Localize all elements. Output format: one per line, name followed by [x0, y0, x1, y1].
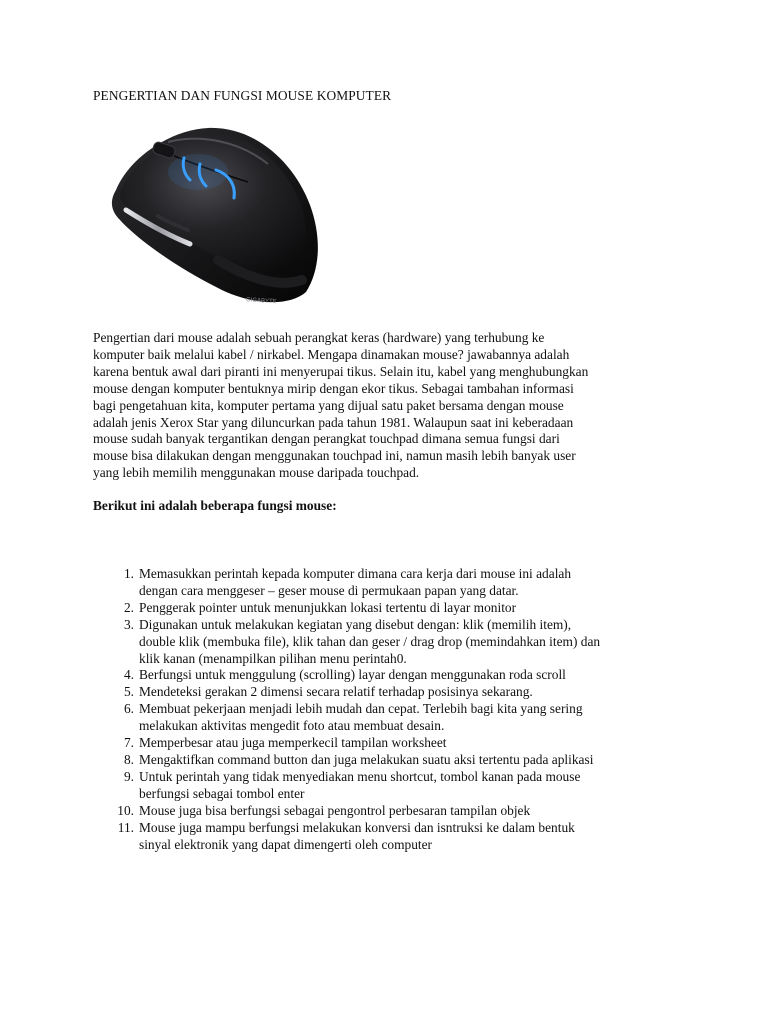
list-line: berfungsi sebagai tombol enter — [139, 785, 305, 801]
mouse-image — [98, 120, 328, 310]
paragraph-line: karena bentuk awal dari piranti ini menyerupai tikus. Selain itu, kabel yang menghubungkan — [93, 363, 589, 379]
paragraph-line: komputer baik melalui kabel / nirkabel. Mengapa dinamakan mouse? jawabannya adalah — [93, 346, 570, 362]
list-number: 3. — [123, 616, 134, 632]
functions-list — [93, 566, 713, 853]
paragraph-line: mouse bisa dilakukan dengan menggunakan touchpad ini, namun masih lebih banyak user — [93, 448, 576, 464]
list-line: sinyal elektronik yang dapat dimengerti oleh computer — [139, 836, 433, 852]
list-item — [93, 820, 713, 854]
paragraph-line: yang lebih memilih menggunakan mouse daripada touchpad. — [93, 465, 420, 481]
list-number: 8. — [123, 751, 134, 767]
list-line: Berfungsi untuk menggulung (scrolling) layar dengan menggunakan roda scroll — [139, 667, 566, 683]
list-item — [93, 566, 713, 600]
list-line: melakukan aktivitas mengedit foto atau membuat desain. — [139, 718, 445, 734]
paragraph-line: Pengertian dari mouse adalah sebuah perangkat keras (hardware) yang terhubung ke — [93, 330, 545, 345]
list-line: dengan cara menggeser – geser mouse di permukaan papan yang datar. — [139, 582, 519, 598]
list-line: Memasukkan perintah kepada komputer dimana cara kerja dari mouse ini adalah — [139, 566, 572, 581]
list-line: Memperbesar atau juga memperkecil tampilan worksheet — [139, 735, 447, 751]
list-line: Penggerak pointer untuk menunjukkan lokasi tertentu di layar monitor — [139, 599, 517, 615]
list-number: 9. — [123, 768, 134, 784]
list-line: double klik (membuka file), klik tahan dan geser / drag drop (memindahkan item) dan — [139, 633, 601, 649]
list-number: 6. — [123, 701, 134, 717]
paragraph-line: mouse sudah banyak tergantikan dengan perangkat touchpad dimana semua fungsi dari — [93, 431, 560, 447]
list-item — [93, 617, 713, 668]
list-number: 11. — [117, 819, 134, 835]
list-line: klik kanan (menampilkan pilihan menu perintah0. — [139, 650, 407, 666]
list-item — [93, 701, 713, 735]
list-number: 2. — [123, 599, 134, 615]
paragraph-line: bagi pengetahuan kita, komputer pertama yang dijual satu paket bersama dengan mouse — [93, 397, 564, 413]
list-item — [93, 803, 713, 820]
functions-subheading: Berikut ini adalah beberapa fungsi mouse: — [93, 498, 337, 513]
list-item — [93, 752, 713, 769]
list-item — [93, 684, 713, 701]
list-item — [93, 769, 713, 803]
paragraph-line: adalah jenis Xerox Star yang diluncurkan pada tahun 1981. Walaupun saat ini keberadaan — [93, 414, 574, 430]
list-number: 4. — [123, 667, 134, 683]
list-number: 1. — [123, 566, 134, 581]
paragraph-line: mouse dengan komputer bentuknya mirip dengan ekor tikus. Sebagai tambahan informasi — [93, 380, 574, 396]
list-line: Mendeteksi gerakan 2 dimensi secara relatif terhadap posisinya sekarang. — [139, 684, 533, 700]
document-title: PENGERTIAN DAN FUNGSI MOUSE KOMPUTER — [93, 88, 392, 103]
list-line: Mengaktifkan command button dan juga melakukan suatu aksi tertentu pada aplikasi — [139, 751, 594, 767]
list-number: 10. — [117, 802, 134, 818]
list-number: 7. — [123, 735, 134, 751]
list-item — [93, 600, 713, 617]
list-item — [93, 667, 713, 684]
list-line: Membuat pekerjaan menjadi lebih mudah dan cepat. Terlebih bagi kita yang sering — [139, 701, 583, 717]
brand-label: GIGABYTE — [245, 297, 277, 306]
list-line: Untuk perintah yang tidak menyediakan menu shortcut, tombol kanan pada mouse — [139, 768, 581, 784]
list-line: Mouse juga mampu berfungsi melakukan konversi dan isntruksi ke dalam bentuk — [139, 819, 575, 835]
list-line: Digunakan untuk melakukan kegiatan yang disebut dengan: klik (memilih item), — [139, 616, 572, 632]
list-line: Mouse juga bisa berfungsi sebagai pengontrol perbesaran tampilan objek — [139, 802, 531, 818]
list-item — [93, 735, 713, 752]
list-number: 5. — [123, 684, 134, 700]
intro-paragraph — [93, 330, 693, 482]
